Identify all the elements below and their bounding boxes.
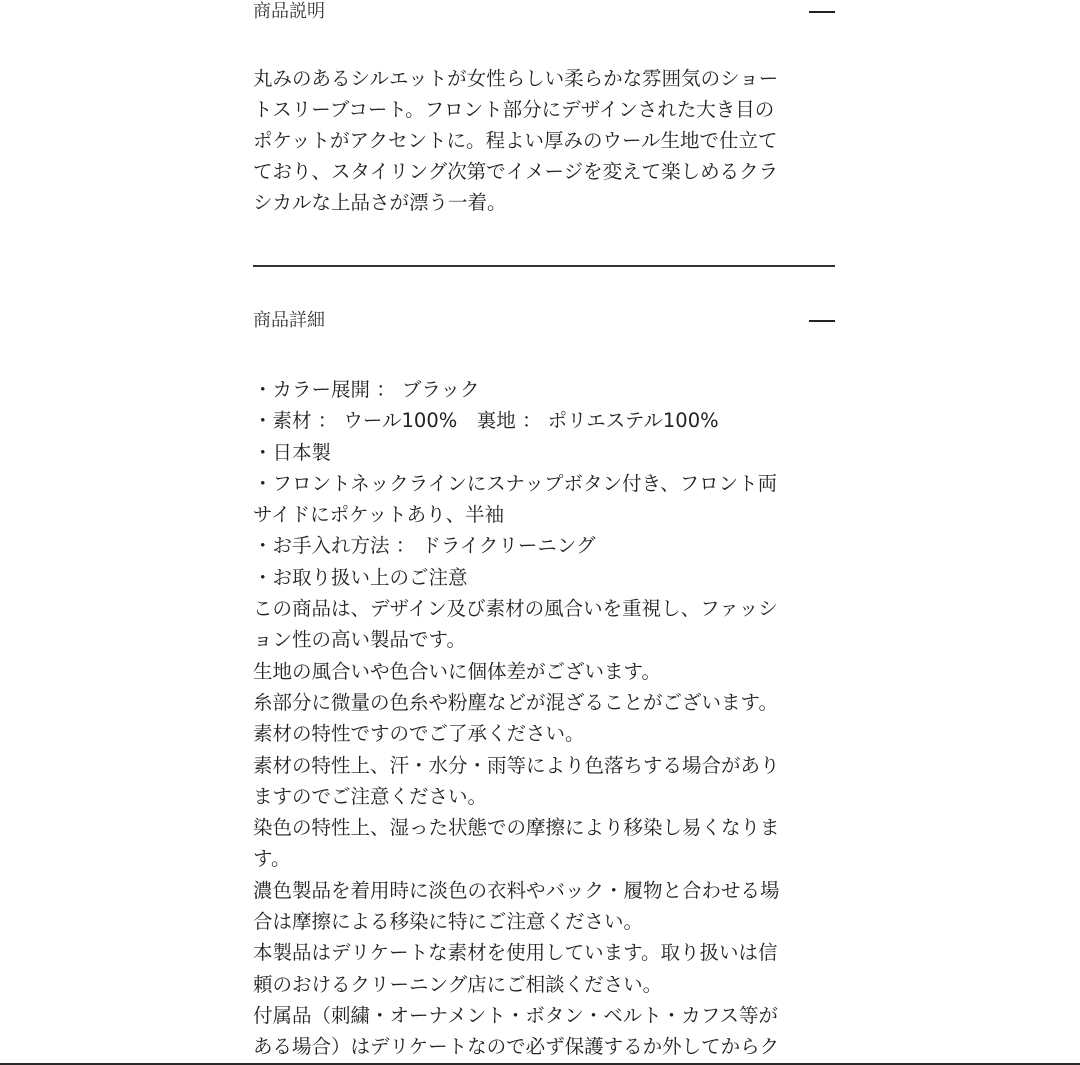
description-line: トスリーブコート。フロント部分にデザインされた大き目の bbox=[253, 98, 775, 121]
description-collapse-minus-icon[interactable] bbox=[809, 0, 835, 24]
details-line: 素材の特性上、汗・水分・雨等により色落ちする場合があり bbox=[253, 753, 780, 777]
details-line: ・フロントネックラインにスナップボタン付き、フロント両 bbox=[253, 471, 778, 495]
details-line: ・お手入れ方法 ： ドライクリーニング bbox=[253, 534, 596, 558]
details-line: 合は摩擦による移染に特にご注意ください。 bbox=[253, 910, 644, 934]
details-line: 本製品はデリケートな素材を使用しています。取り扱いは信 bbox=[253, 941, 778, 965]
description-header[interactable] bbox=[253, 0, 835, 30]
details-line: この商品は、デザイン及び素材の風合いを重視し、ファッシ bbox=[253, 597, 778, 621]
description-line: ポケットがアクセントに。程よい厚みのウール生地で仕立て bbox=[253, 129, 778, 152]
description-line: 丸みのあるシルエットが女性らしい柔らかな雰囲気のショー bbox=[253, 67, 779, 90]
details-line: ョン性の高い製品です。 bbox=[253, 628, 466, 652]
details-title: 商品詳細 bbox=[253, 310, 325, 331]
description-body bbox=[253, 63, 835, 218]
details-line: ・カラー展開 ： ブラック bbox=[253, 378, 480, 401]
details-line: 付属品（刺繍・オーナメント・ボタン・ベルト・カフス等が bbox=[253, 1003, 778, 1027]
details-line: サイドにポケットあり、半袖 bbox=[253, 503, 505, 527]
details-collapse-minus-icon[interactable] bbox=[809, 309, 835, 333]
details-line: 糸部分に微量の色糸や粉塵などが混ざることがございます。 bbox=[253, 690, 778, 714]
details-line: ・お取り扱い上のご注意 bbox=[253, 565, 468, 589]
details-line: 生地の風合いや色合いに個体差がございます。 bbox=[253, 659, 661, 683]
details-line: ・素材 ： ウール100% 裏地 ： ポリエステル100% bbox=[253, 409, 719, 433]
details-body bbox=[253, 374, 835, 1063]
details-line: 濃色製品を着用時に淡色の衣料やバック・履物と合わせる場 bbox=[253, 878, 780, 902]
details-line: 頼のおけるクリーニング店にご相談ください。 bbox=[253, 972, 663, 996]
details-line: ・日本製 bbox=[253, 440, 332, 464]
details-line: す。 bbox=[253, 847, 291, 871]
description-title: 商品説明 bbox=[253, 1, 325, 22]
section-divider bbox=[253, 265, 835, 267]
details-line: ますのでご注意ください。 bbox=[253, 784, 488, 808]
description-line: シカルな上品さが漂う一着。 bbox=[253, 191, 507, 214]
details-line: ある場合）はデリケートなので必ず保護するか外してからク bbox=[253, 1035, 780, 1059]
description-line: ており、スタイリング次第でイメージを変えて楽しめるクラ bbox=[253, 160, 779, 183]
details-line: 染色の特性上、湿った状態での摩擦により移染し易くなりま bbox=[253, 816, 780, 840]
details-line: 素材の特性ですのでご了承ください。 bbox=[253, 722, 585, 746]
details-header[interactable] bbox=[253, 309, 835, 339]
